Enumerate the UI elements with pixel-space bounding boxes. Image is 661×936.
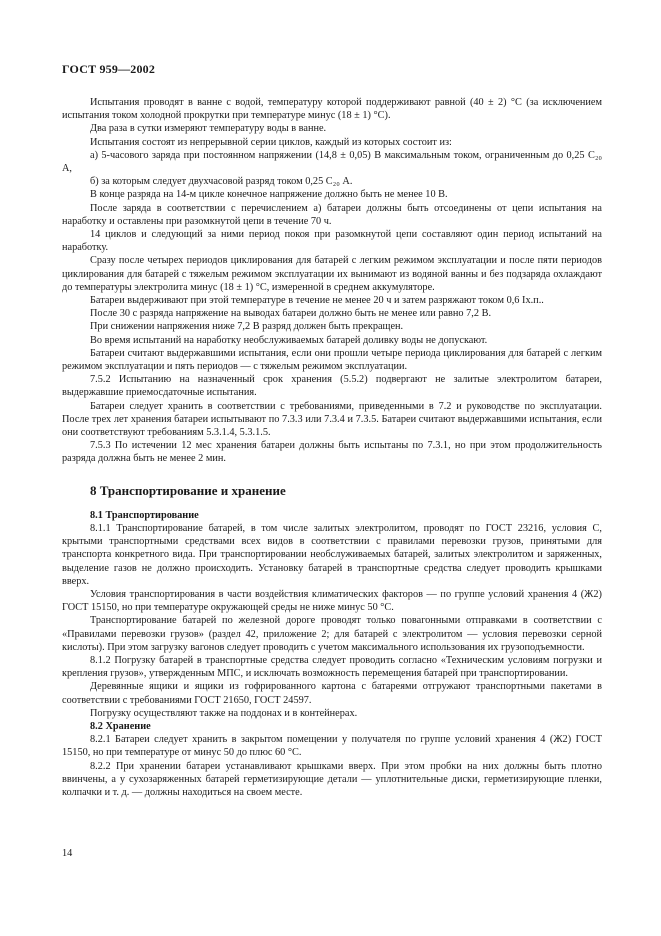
page-body — [62, 96, 602, 799]
paragraph: Транспортирование батарей по железной дороге проводят только повагонными отправками в соответствии с «Правилами перевозки грузов» (раздел 42, приложение 2; для батарей с электролитом — условия перевозки серной кислоты). При этом загрузку вагонов следует проводить с учетом максимального использования их грузоподъемности. — [62, 615, 602, 653]
paragraph: В конце разряда на 14-м цикле конечное напряжение должно быть не менее 10 В. — [90, 189, 448, 201]
section-8-title: 8 Транспортирование и хранение — [90, 482, 286, 498]
paragraph: Условия транспортирования в части воздействия климатических факторов — по группе условий хранения 4 (Ж2) ГОСТ 15150, но при температуре окружающей среды не ниже минус 50 °С. — [62, 588, 602, 614]
paragraph: Испытания проводят в ванне с водой, температуру которой поддерживают равной (40 ± 2) °С (за исключением испытания током холодной прокрутки при температуре минус (18 ± 1) °С). — [62, 97, 602, 122]
clause-8-2-2: 8.2.2 При хранении батареи устанавливают крышками вверх. При этом пробки на них должны быть плотно ввинчены, а у сухозаряженных батарей герметизирующие детали — уплотнительные диски, герметизирующие пленки, колпачки и т. д. — должны находиться на своем месте. — [62, 760, 602, 798]
paragraph: Испытания состоят из непрерывной серии циклов, каждый из которых состоит из: — [90, 136, 452, 148]
clause-7-5-3: 7.5.3 По истечении 12 мес хранения батареи должны быть испытаны по 7.3.1, но при этом продолжительность разряда должна быть не менее 2 мин. — [62, 440, 602, 465]
paragraph: Батареи следует хранить в соответствии с требованиями, приведенными в 7.2 и руководстве по эксплуатации. После трех лет хранения батареи испытывают по 7.3.3 или 7.3.4 и 7.3.5. Батареи считают выдержавшими испытания, если они соответствуют требованиям 5.3.1.4, 5.3.1.5. — [62, 400, 602, 439]
paragraph: При снижении напряжения ниже 7,2 В разряд должен быть прекращен. — [90, 321, 404, 333]
subsection-8-2-title: 8.2 Хранение — [90, 720, 151, 732]
paragraph: 14 циклов и следующий за ними период покоя при разомкнутой цепи составляют один период испытаний на наработку. — [62, 229, 602, 254]
paragraph: После 30 с разряда напряжение на выводах батареи должно быть не менее или равно 7,2 В. — [90, 308, 492, 320]
subsection-8-1-title: 8.1 Транспортирование — [90, 509, 199, 521]
paragraph: После заряда в соответствии с перечислением а) батареи должны быть отсоединены от цепи испытания на наработку и оставлены при разомкнутой цепи в течение 70 ч. — [62, 202, 602, 227]
paragraph: Два раза в сутки измеряют температуру воды в ванне. — [90, 123, 327, 135]
paragraph: Деревянные ящики и ящики из гофрированного картона с батареями отгружают транспортными пакетами в соответствии с требованиями ГОСТ 21650, ГОСТ 24597. — [62, 681, 602, 706]
test-paragraphs-group-b — [62, 307, 602, 465]
list-item-b: б) за которым следует двухчасовой разряд током 0,25 C₂₀ А. — [90, 176, 353, 188]
list-item-a: а) 5-часового заряда при постоянном напряжении (14,8 ± 0,05) В максимальным током, ограниченным до 0,25 C₂₀ А, — [62, 149, 602, 175]
clause-7-5-2: 7.5.2 Испытанию на назначенный срок хранения (5.5.2) подвергают не залитые электролитом батареи, выдержавшие приемосдаточные испытания. — [62, 374, 602, 399]
test-paragraphs-group-a — [62, 96, 602, 307]
standard-header: ГОСТ 959—2002 — [62, 62, 156, 76]
paragraph: Сразу после четырех периодов циклирования для батарей с легким режимом эксплуатации и после пяти периодов циклирования для батарей с тяжелым режимом эксплуатации их вынимают из водяной ванны и без подзаряда охлаждают до температуры электролита минус (18 ± 1) °С, измеренной в среднем аккумуляторе. — [62, 255, 602, 293]
page-number: 14 — [62, 848, 73, 859]
paragraph: Батареи считают выдержавшими испытания, если они прошли четыре периода циклирования для батарей с легким режимом эксплуатации и пять периодов — с тяжелым режимом эксплуатации. — [62, 347, 602, 373]
paragraph: Батареи выдерживают при этой температуре в течение не менее 20 ч и затем разряжают током 0,6 Iх.п.. — [90, 295, 544, 307]
clause-8-1-1: 8.1.1 Транспортирование батарей, в том числе залитых электролитом, проводят по ГОСТ 23216, условия С, крытыми транспортными средствами всех видов в соответствии с правилами перевозки грузов, принятыми для транспорта конкретного вида. При транспортировании необслуживаемых батарей, залитых электролитом и заряженных, выделение газов не должно происходить. Установку батарей в транспортные средства следует проводить крышками вверх. — [62, 522, 602, 587]
clause-8-2-1: 8.2.1 Батареи следует хранить в закрытом помещении у получателя по группе условий хранения 4 (Ж2) ГОСТ 15150, но при температуре от минус 50 до плюс 60 °С. — [62, 734, 602, 759]
paragraph: Погрузку осуществляют также на поддонах и в контейнерах. — [90, 707, 358, 719]
paragraph: Во время испытаний на наработку необслуживаемых батарей доливку воды не допускают. — [90, 334, 488, 346]
clause-8-1-2: 8.1.2 Погрузку батарей в транспортные средства следует проводить согласно «Техническим условиям погрузки и крепления грузов», утвержденным МПС, и исключать возможность перемещения батарей при транспортировании. — [62, 654, 602, 680]
